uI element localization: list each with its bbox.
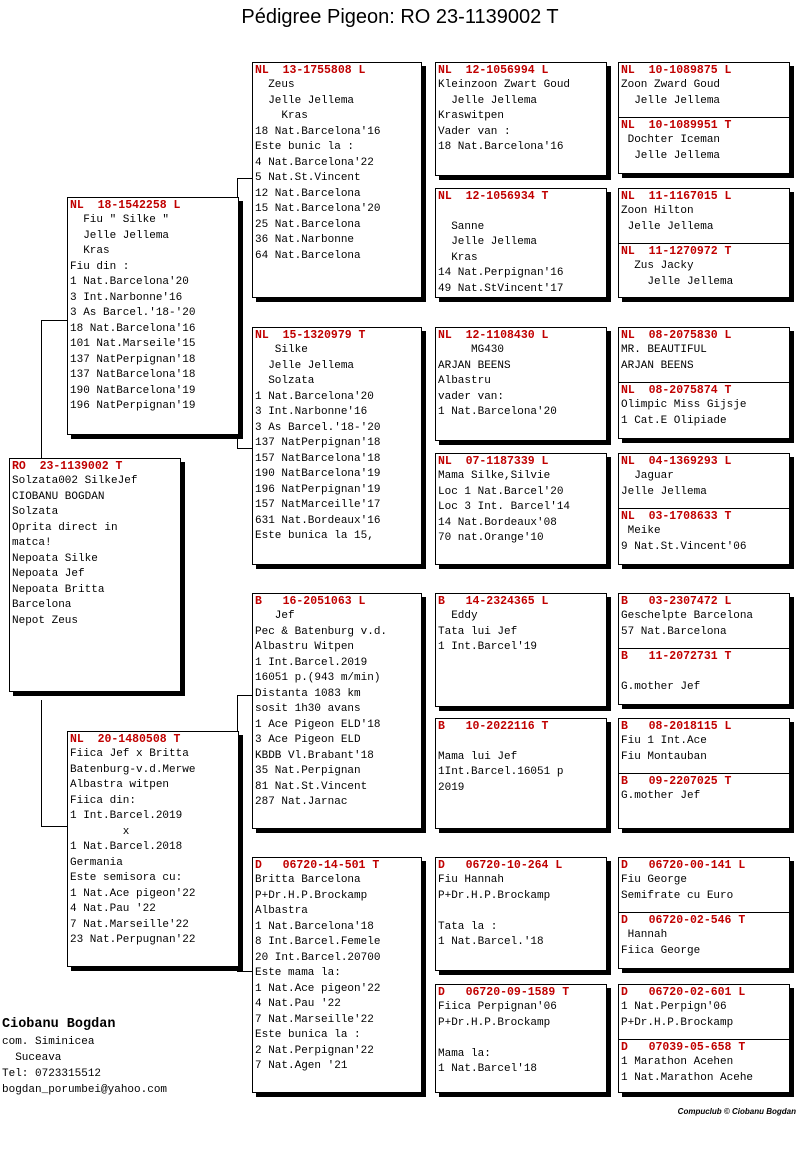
owner-email: bogdan_porumbei@yahoo.com [2,1084,168,1096]
pedigree-line: Britta Barcelona [255,874,361,886]
ring-number: NL 03-1708633 T [619,508,789,524]
ring-number: NL 10-1089951 T [619,117,789,133]
ring-number: NL 15-1320979 T [255,329,366,342]
ring-number: RO 23-1139002 T [12,460,123,473]
pedigree-line: 196 NatPerpignan'19 [70,400,196,412]
pedigree-line: Jelle Jellema [70,229,170,242]
pedigree-line: Germania [70,856,123,869]
pedigree-line: G.mother Jef [621,790,701,802]
pigeon-pair-mm [618,453,790,565]
ring-number: NL 11-1270972 T [619,243,789,259]
pedigree-line: Tata la : [438,920,498,933]
ring-number: D 07039-05-658 T [619,1039,789,1055]
pedigree-line: Solzata002 SilkeJef [12,475,138,487]
pedigree-line: Mama la: [438,1047,491,1060]
pigeon-card-fmfm [619,382,789,429]
pigeon-card-mfmm [619,773,789,805]
pedigree-line: 1 Nat.Barcelona'20 [255,390,374,403]
pedigree-line: 1 Cat.E Olipiade [621,414,727,427]
pigeon-card-mffm [619,648,789,695]
pigeon-card-mfm [435,718,607,829]
pedigree-line: 287 Nat.Jarnac [255,796,348,808]
pedigree-line: Mama lui Jef [438,750,518,763]
pedigree-line: 1 Ace Pigeon ELD'18 [255,718,381,731]
software-credit: Compuclub © Ciobanu Bogdan [677,1107,796,1116]
pedigree-line: Jelle Jellema [438,94,538,107]
pedigree-line: Nepoata Jef [12,568,85,580]
ring-number: D 06720-14-501 T [255,859,380,872]
pedigree-line: sosit 1h30 avans [255,703,361,715]
ring-number: NL 18-1542258 L [70,199,181,212]
pigeon-card-ffmf [619,189,789,243]
pedigree-line: Hannah [621,929,668,941]
pedigree-line: x [70,825,130,838]
pedigree-line: 49 Nat.StVincent'17 [438,282,564,295]
pedigree-line: Batenburg-v.d.Merwe [70,763,196,776]
connector-line [41,320,42,462]
pedigree-line: ARJAN BEENS [621,359,694,372]
pedigree-line: Albastru [438,375,491,387]
pedigree-line: Kleinzoon Zwart Goud [438,79,571,91]
pedigree-line: Fiu 1 Int.Ace [621,735,707,747]
pedigree-line: 7 Nat.Marseille'22 [255,1013,374,1026]
pedigree-line: P+Dr.H.P.Brockamp [255,889,368,902]
pedigree-line: CIOBANU BOGDAN [12,490,105,503]
pedigree-line: Nepoata Britta [12,583,105,596]
pedigree-line: Este semisora cu: [70,872,183,884]
ring-number: B 03-2307472 L [621,595,732,608]
pedigree-line [436,734,606,750]
ring-number: B 14-2324365 L [438,595,549,608]
ring-number: D 06720-09-1589 T [438,986,570,999]
pedigree-line: 4 Nat.Pau '22 [255,998,341,1010]
ring-number: B 11-2072731 T [619,648,789,664]
pedigree-line: 4 Nat.Pau '22 [70,903,156,915]
pedigree-line: 3 Ace Pigeon ELD [255,734,361,746]
pedigree-line: matca! [12,537,52,549]
pedigree-line: 196 NatPerpignan'19 [255,483,381,496]
pigeon-card-mmf [435,857,607,971]
pedigree-line: 3 As Barcel.'18-'20 [255,421,381,434]
pedigree-line: 3 Int.Narbonne'16 [70,291,183,304]
pedigree-line: Semifrate cu Euro [621,889,734,902]
pedigree-line: 36 Nat.Narbonne [255,234,355,246]
pedigree-line: Fiu Hannah [438,874,505,886]
connector-line [41,320,69,321]
pedigree-line: Jelle Jellema [621,485,707,498]
ring-number: NL 04-1369293 L [621,455,732,468]
pedigree-line: 1 Nat.Barcel'18 [438,1063,538,1075]
pigeon-card-ffmm [619,243,789,290]
pigeon-card-mmm [435,984,607,1093]
pedigree-line: Geschelpte Barcelona [621,610,754,622]
pedigree-line: 7 Nat.Marseille'22 [70,918,189,931]
pedigree-line: Olimpic Miss Gijsje [621,399,747,411]
pigeon-card-fmmf [619,454,789,508]
pedigree-line: 4 Nat.Barcelona'22 [255,156,374,169]
pigeon-pair-mmf [618,857,790,969]
connector-line [237,695,253,696]
pedigree-line: Jelle Jellema [621,149,721,162]
pigeon-pair-mf [618,327,790,439]
pedigree-line: 1 Nat.Ace pigeon'22 [70,887,196,900]
pedigree-line: Jelle Jellema [621,94,721,107]
pedigree-line: 157 NatBarcelona'18 [255,452,381,465]
pedigree-line: Loc 1 Nat.Barcel'20 [438,485,564,498]
pedigree-line: 1Int.Barcel.16051 p [438,766,564,778]
pigeon-card-fmm [435,453,607,565]
ring-number: D 06720-02-546 T [619,912,789,928]
pedigree-line: Fiu George [621,874,688,886]
pedigree-line: Fiu din : [70,260,130,273]
pigeon-card-mfff [619,594,789,648]
pedigree-line: MR. BEAUTIFUL [621,344,707,356]
pigeon-card-fmff [619,328,789,382]
ring-number: NL 20-1480508 T [70,733,181,746]
pedigree-line: 18 Nat.Barcelona'16 [255,125,381,138]
pedigree-line: Jelle Jellema [438,236,538,248]
pigeon-card-ffff [619,63,789,117]
pedigree-line: 3 As Barcel.'18-'20 [70,307,196,319]
ring-number: D 06720-10-264 L [438,859,563,872]
pedigree-line: P+Dr.H.P.Brockamp [438,1016,551,1029]
ring-number: D 06720-02-601 L [621,986,746,999]
pigeon-card-fff [435,62,607,176]
pedigree-line: 137 NatBarcelona'18 [70,369,196,381]
pedigree-line: Kras [70,245,110,257]
pedigree-line: 1 Nat.Barcelona'18 [255,920,374,933]
pedigree-line: Sanne [438,220,485,233]
pedigree-line: 1 Nat.Barcel.2018 [70,841,183,853]
pedigree-line: Fiu Montauban [621,750,707,763]
pedigree-line: 23 Nat.Perpugnan'22 [70,934,196,946]
connector-line [41,826,69,827]
pedigree-line: 14 Nat.Perpignan'16 [438,267,564,279]
connector-line [237,971,253,972]
pedigree-line: 190 NatBarcelona'19 [255,468,381,480]
connector-line [41,700,42,826]
pedigree-line: Dochter Iceman [621,134,721,146]
pedigree-line: Nepoata Silke [12,552,98,565]
pedigree-line: Distanta 1083 km [255,687,361,700]
pedigree-line: Fiica George [621,944,701,957]
ring-number: B 09-2207025 T [619,773,789,789]
pedigree-line: MG430 [438,344,505,356]
ring-number: NL 12-1108430 L [438,329,549,342]
pedigree-line: 35 Nat.Perpignan [255,765,361,777]
pedigree-line: 2 Nat.Perpignan'22 [255,1044,374,1057]
pedigree-line: 631 Nat.Bordeaux'16 [255,514,381,527]
pedigree-line: 3 Int.Narbonne'16 [255,406,368,418]
pedigree-line: 15 Nat.Barcelona'20 [255,203,381,215]
pedigree-line: 1 Marathon Acehen [621,1056,734,1068]
pedigree-line: Albastra [255,905,308,917]
pedigree-line: Kras [438,251,478,264]
pedigree-line: 9 Nat.St.Vincent'06 [621,540,747,553]
pedigree-line: 1 Nat.Marathon Acehe [621,1071,754,1084]
pedigree-line: Zus Jacky [621,260,694,272]
pedigree-line: 1 Int.Barcel.2019 [70,810,183,822]
pigeon-card-mf [252,593,422,829]
pigeon-pair-mmm [618,984,790,1093]
pedigree-line [436,204,606,220]
pedigree-line: Kraswitpen [438,110,505,122]
pedigree-line: Zoon Hilton [621,205,694,217]
pedigree-line: 57 Nat.Barcelona [621,625,727,638]
pedigree-line: Jaguar [621,470,674,482]
pedigree-line: 14 Nat.Bordeaux'08 [438,516,557,529]
pedigree-line: Oprita direct in [12,521,118,534]
pedigree-line: vader van: [438,390,505,403]
pedigree-line: 101 Nat.Marseile'15 [70,338,196,350]
pigeon-card-mfmf [619,719,789,773]
pedigree-line: 1 Nat.Ace pigeon'22 [255,982,381,995]
ring-number: NL 10-1089875 L [621,64,732,77]
pedigree-line: P+Dr.H.P.Brockamp [438,889,551,902]
pedigree-line: 25 Nat.Barcelona [255,218,361,231]
pedigree-line: Jelle Jellema [255,94,355,107]
pigeon-card-mmfm [619,912,789,959]
pedigree-line: 64 Nat.Barcelona [255,249,361,262]
pedigree-line: 5 Nat.St.Vincent [255,172,361,184]
pedigree-line: 190 NatBarcelona'19 [70,384,196,397]
pedigree-line: Tata lui Jef [438,625,518,638]
ring-number: B 10-2022116 T [438,720,549,733]
pigeon-card-mother [67,731,239,967]
pedigree-line: 2019 [438,781,465,794]
ring-number: NL 08-2075874 T [619,382,789,398]
pedigree-line: 16051 p.(943 m/min) [255,672,381,684]
owner-info [2,1016,167,1098]
ring-number: NL 13-1755808 L [255,64,366,77]
pedigree-line [436,904,606,920]
pedigree-line: Solzata [12,506,59,518]
pigeon-card-mff [435,593,607,707]
owner-line: Suceava [2,1052,62,1064]
pigeon-card-father [67,197,239,435]
pedigree-line: 157 NatMarceille'17 [255,499,381,511]
pigeon-card-subject [9,458,181,692]
pedigree-line: Nepot Zeus [12,614,79,627]
pedigree-line: 1 Nat.Barcelona'20 [70,276,189,288]
pedigree-line: Pec & Batenburg v.d. [255,625,388,638]
pigeon-card-mm [252,857,422,1093]
pedigree-line: Loc 3 Int. Barcel'14 [438,501,571,513]
pigeon-card-fmmm [619,508,789,555]
ring-number: NL 12-1056994 L [438,64,549,77]
pigeon-card-ffm [435,188,607,298]
owner-line: com. Siminicea [2,1036,95,1048]
pedigree-line: 137 NatPerpignan'18 [255,437,381,449]
ring-number: B 08-2018115 L [621,720,732,733]
pedigree-line: 1 Nat.Barcel.'18 [438,936,544,948]
connector-line [237,178,253,179]
pedigree-line: 1 Nat.Perpign'06 [621,1001,727,1013]
pedigree-line: Mama Silke,Silvie [438,470,551,482]
pedigree-line: G.mother Jef [621,680,701,693]
ring-number: D 06720-00-141 L [621,859,746,872]
pigeon-card-mmmf [619,985,789,1039]
pedigree-line: 1 Nat.Barcelona'20 [438,406,557,418]
ring-number: NL 12-1056934 T [438,190,549,203]
ring-number: NL 08-2075830 L [621,329,732,342]
pedigree-line: Silke [255,344,308,356]
pedigree-line: Albastru Witpen [255,641,355,653]
pedigree-line: 18 Nat.Barcelona'16 [70,322,196,335]
pedigree-line: Fiica Jef x Britta [70,748,189,760]
pedigree-line: 7 Nat.Agen '21 [255,1060,348,1072]
pedigree-line: Jelle Jellema [621,220,714,233]
pedigree-line: ARJAN BEENS [438,359,511,372]
pedigree-line: Fiica din: [70,794,137,807]
pedigree-line: Este bunica la 15, [255,530,374,542]
pedigree-line: Barcelona [12,599,72,611]
pedigree-line: 1 Int.Barcel.2019 [255,656,368,669]
pedigree-line: Fiu " Silke " [70,214,170,226]
pedigree-line: Este bunic la : [255,141,355,153]
pedigree-line: P+Dr.H.P.Brockamp [621,1016,734,1029]
ring-number: B 16-2051063 L [255,595,366,608]
pedigree-line: Este bunica la : [255,1029,361,1041]
pedigree-line: Jelle Jellema [255,359,355,372]
pedigree-line: Este mama la: [255,967,341,979]
pedigree-line: 12 Nat.Barcelona [255,187,361,200]
pedigree-line: Eddy [438,610,478,622]
pedigree-line: Albastra witpen [70,779,170,791]
pigeon-card-mmmm [619,1039,789,1086]
owner-line: Tel: 0723315512 [2,1068,102,1080]
pedigree-line: Jelle Jellema [621,275,734,288]
pedigree-line [619,664,789,680]
pigeon-card-fffm [619,117,789,164]
pigeon-pair-ff [618,62,790,174]
pigeon-pair-mff [618,593,790,705]
pedigree-line: Solzata [255,375,315,387]
pedigree-line: Kras [255,110,308,122]
owner-name: Ciobanu Bogdan [2,1017,116,1032]
pedigree-line: 81 Nat.St.Vincent [255,780,368,793]
pedigree-line: Fiica Perpignan'06 [438,1001,557,1013]
pedigree-line: KBDB Vl.Brabant'18 [255,749,374,762]
pigeon-pair-fm [618,188,790,298]
page-title: Pédigree Pigeon: RO 23-1139002 T [241,6,559,28]
pedigree-line: 137 NatPerpignan'18 [70,353,196,366]
pigeon-card-ff [252,62,422,298]
pedigree-line: Zeus [255,79,295,91]
pedigree-line: 70 nat.Orange'10 [438,532,544,544]
pigeon-card-mmff [619,858,789,912]
pedigree-line: 18 Nat.Barcelona'16 [438,141,564,153]
pedigree-line: 1 Int.Barcel'19 [438,641,538,653]
pedigree-line: Jef [255,610,295,622]
ring-number: NL 07-1187339 L [438,455,549,468]
pigeon-card-fmf [435,327,607,441]
ring-number: NL 11-1167015 L [621,190,732,203]
pigeon-card-fm [252,327,422,565]
connector-line [237,448,253,449]
pedigree-line: Meike [621,525,661,537]
pedigree-line: Vader van : [438,125,511,138]
pedigree-line: Zoon Zward Goud [621,79,721,91]
pedigree-line: 8 Int.Barcel.Femele [255,936,381,948]
pedigree-line: 20 Int.Barcel.20700 [255,951,381,964]
pedigree-line [436,1031,606,1047]
pigeon-pair-mfm [618,718,790,829]
